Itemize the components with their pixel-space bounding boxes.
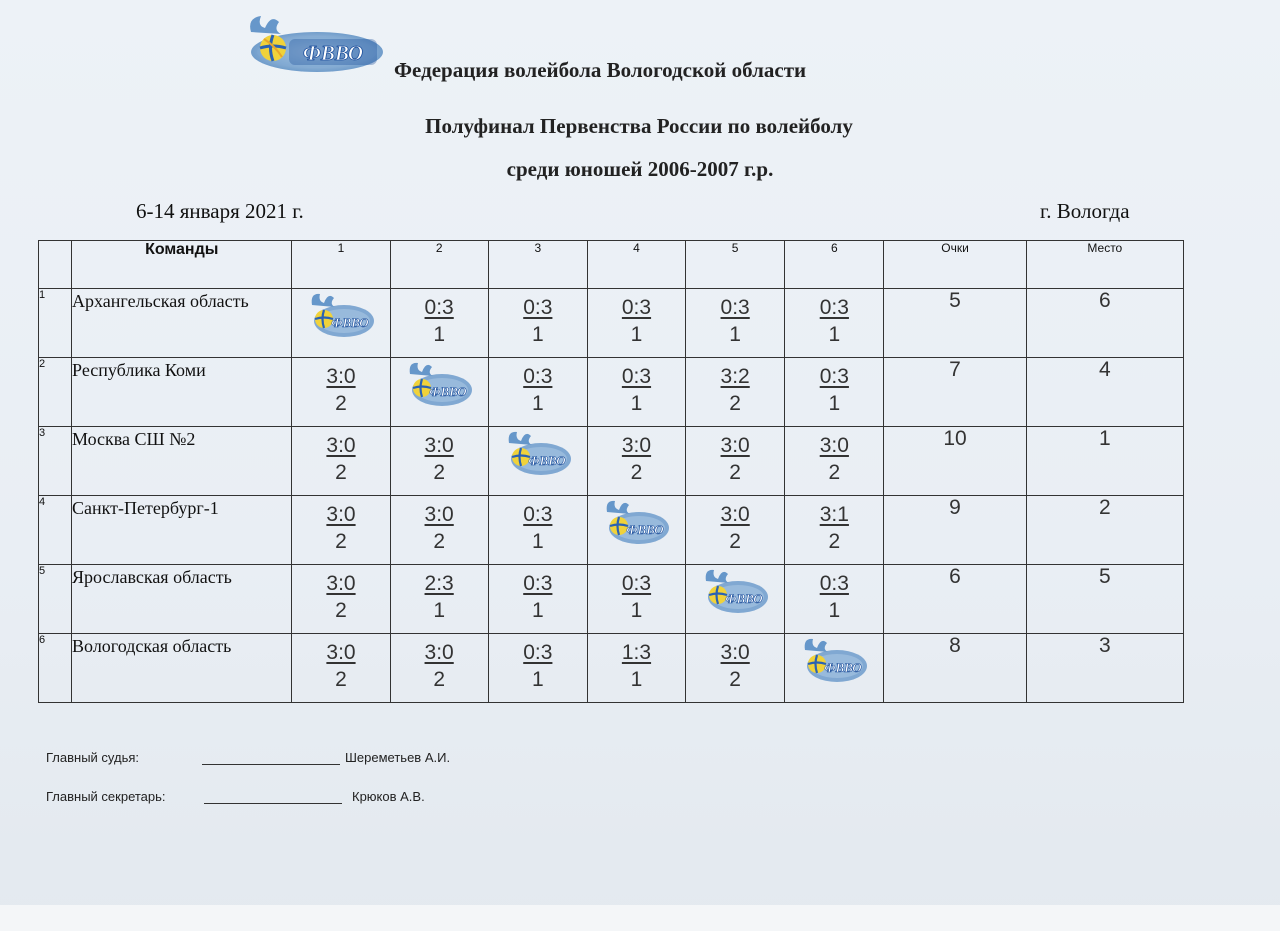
total-points: 8 bbox=[884, 634, 1026, 703]
total-points: 9 bbox=[884, 496, 1026, 565]
standings-table bbox=[38, 240, 1184, 703]
svg-text:ФВВО: ФВВО bbox=[302, 41, 364, 65]
svg-text:ФВВО: ФВВО bbox=[725, 591, 763, 606]
match-points: 1 bbox=[630, 323, 643, 346]
match-points: 2 bbox=[729, 668, 741, 691]
header-place: Место bbox=[1026, 241, 1183, 289]
final-place: 3 bbox=[1026, 634, 1183, 703]
total-points: 10 bbox=[884, 427, 1026, 496]
match-result-cell bbox=[587, 358, 685, 427]
match-points: 1 bbox=[828, 392, 841, 415]
svg-text:ФВВО: ФВВО bbox=[824, 660, 862, 675]
federation-logo-icon bbox=[406, 360, 472, 410]
team-name: Республика Коми bbox=[72, 358, 292, 427]
match-score: 1:3 bbox=[621, 641, 652, 664]
match-points: 1 bbox=[531, 323, 544, 346]
match-score: 3:0 bbox=[819, 434, 849, 457]
match-score: 0:3 bbox=[621, 572, 652, 595]
final-place: 5 bbox=[1026, 565, 1183, 634]
row-number: 3 bbox=[39, 427, 72, 496]
organization-title: Федерация волейбола Вологодской области bbox=[394, 58, 807, 82]
header-opponent-4: 4 bbox=[587, 241, 685, 289]
match-score: 3:1 bbox=[819, 503, 849, 526]
team-name: Вологодская область bbox=[72, 634, 292, 703]
chief-secretary-signature bbox=[46, 789, 526, 809]
header-opponent-6: 6 bbox=[785, 241, 884, 289]
match-result-cell bbox=[292, 427, 390, 496]
match-result-cell bbox=[587, 634, 685, 703]
match-score: 2:3 bbox=[424, 572, 454, 595]
match-points: 2 bbox=[335, 668, 347, 691]
chief-judge-signature bbox=[46, 750, 526, 770]
match-points: 1 bbox=[828, 599, 841, 622]
match-score: 3:0 bbox=[326, 572, 356, 595]
chief-secretary-label: Главный секретарь: bbox=[46, 789, 166, 804]
federation-logo-icon bbox=[603, 498, 669, 548]
match-points: 1 bbox=[630, 599, 643, 622]
match-points: 1 bbox=[433, 323, 445, 346]
self-match-cell bbox=[686, 565, 785, 634]
self-match-cell bbox=[488, 427, 587, 496]
match-score: 3:0 bbox=[720, 503, 750, 526]
match-score: 3:0 bbox=[326, 503, 356, 526]
match-points: 1 bbox=[531, 668, 544, 691]
match-score: 0:3 bbox=[720, 296, 750, 319]
svg-text:ФВВО: ФВВО bbox=[331, 315, 369, 330]
federation-logo-icon bbox=[801, 636, 867, 686]
match-result-cell bbox=[390, 565, 488, 634]
match-points: 1 bbox=[531, 530, 544, 553]
header-points: Очки bbox=[884, 241, 1026, 289]
match-points: 2 bbox=[335, 392, 347, 415]
match-score: 3:2 bbox=[720, 365, 750, 388]
match-result-cell bbox=[587, 289, 685, 358]
chief-secretary-name: Крюков А.В. bbox=[352, 789, 425, 804]
match-result-cell bbox=[785, 289, 884, 358]
event-city: г. Вологда bbox=[1040, 199, 1130, 223]
match-result-cell bbox=[686, 289, 785, 358]
match-points: 1 bbox=[630, 668, 643, 691]
match-result-cell bbox=[785, 427, 884, 496]
match-points: 1 bbox=[531, 599, 544, 622]
match-result-cell bbox=[686, 634, 785, 703]
header-num bbox=[39, 241, 72, 289]
match-result-cell bbox=[292, 634, 390, 703]
svg-text:ФВВО: ФВВО bbox=[429, 384, 467, 399]
match-result-cell bbox=[292, 565, 390, 634]
match-result-cell bbox=[686, 358, 785, 427]
match-result-cell bbox=[785, 565, 884, 634]
match-points: 2 bbox=[433, 530, 445, 553]
federation-logo-icon bbox=[702, 567, 768, 617]
match-result-cell bbox=[785, 496, 884, 565]
match-points: 1 bbox=[433, 599, 445, 622]
match-points: 2 bbox=[729, 392, 741, 415]
team-name: Архангельская область bbox=[72, 289, 292, 358]
svg-text:ФВВО: ФВВО bbox=[626, 522, 665, 537]
chief-judge-label: Главный судья: bbox=[46, 750, 140, 765]
row-number: 5 bbox=[39, 565, 72, 634]
total-points: 5 bbox=[884, 289, 1026, 358]
match-points: 1 bbox=[630, 392, 643, 415]
match-score: 3:0 bbox=[720, 641, 750, 664]
match-points: 1 bbox=[828, 323, 841, 346]
match-score: 0:3 bbox=[621, 365, 652, 388]
match-result-cell bbox=[686, 427, 785, 496]
match-result-cell bbox=[390, 427, 488, 496]
event-title: Полуфинал Первенства России по волейболу bbox=[425, 114, 853, 138]
header-row bbox=[39, 241, 1184, 289]
match-score: 0:3 bbox=[523, 572, 553, 595]
header-opponent-5: 5 bbox=[686, 241, 785, 289]
match-score: 0:3 bbox=[621, 296, 652, 319]
match-result-cell bbox=[488, 565, 587, 634]
match-score: 0:3 bbox=[424, 296, 454, 319]
final-place: 1 bbox=[1026, 427, 1183, 496]
event-dates: 6-14 января 2021 г. bbox=[136, 199, 304, 223]
match-result-cell bbox=[488, 496, 587, 565]
match-score: 0:3 bbox=[819, 572, 849, 595]
federation-logo-icon bbox=[505, 429, 571, 479]
match-result-cell bbox=[390, 289, 488, 358]
match-result-cell bbox=[488, 289, 587, 358]
match-points: 2 bbox=[335, 530, 347, 553]
match-score: 0:3 bbox=[523, 503, 553, 526]
final-place: 2 bbox=[1026, 496, 1183, 565]
match-points: 2 bbox=[433, 461, 445, 484]
federation-logo-icon bbox=[308, 291, 374, 341]
match-result-cell bbox=[686, 496, 785, 565]
event-subtitle: среди юношей 2006-2007 г.р. bbox=[506, 157, 774, 181]
match-score: 3:0 bbox=[424, 503, 454, 526]
match-points: 2 bbox=[335, 461, 347, 484]
header-opponent-3: 3 bbox=[488, 241, 587, 289]
team-name: Ярославская область bbox=[72, 565, 292, 634]
match-result-cell bbox=[488, 358, 587, 427]
header-opponent-1: 1 bbox=[292, 241, 390, 289]
total-points: 6 bbox=[884, 565, 1026, 634]
row-number: 4 bbox=[39, 496, 72, 565]
table-row bbox=[39, 565, 1184, 634]
match-result-cell bbox=[587, 565, 685, 634]
match-points: 2 bbox=[729, 530, 741, 553]
match-score: 3:0 bbox=[326, 365, 356, 388]
match-score: 0:3 bbox=[819, 365, 849, 388]
match-score: 0:3 bbox=[523, 641, 553, 664]
match-result-cell bbox=[785, 358, 884, 427]
match-result-cell bbox=[587, 427, 685, 496]
signature-line bbox=[204, 803, 342, 804]
header-opponent-2: 2 bbox=[390, 241, 488, 289]
match-score: 3:0 bbox=[424, 434, 454, 457]
row-number: 2 bbox=[39, 358, 72, 427]
final-place: 4 bbox=[1026, 358, 1183, 427]
match-points: 2 bbox=[433, 668, 445, 691]
match-points: 1 bbox=[729, 323, 741, 346]
match-score: 0:3 bbox=[523, 365, 553, 388]
self-match-cell bbox=[390, 358, 488, 427]
match-score: 3:0 bbox=[326, 434, 356, 457]
match-score: 0:3 bbox=[523, 296, 553, 319]
self-match-cell bbox=[292, 289, 390, 358]
logo-graphic bbox=[245, 12, 385, 76]
match-points: 2 bbox=[729, 461, 741, 484]
chief-judge-name: Шереметьев А.И. bbox=[345, 750, 451, 765]
self-match-cell bbox=[587, 496, 685, 565]
final-place: 6 bbox=[1026, 289, 1183, 358]
match-score: 0:3 bbox=[819, 296, 849, 319]
table-row bbox=[39, 358, 1184, 427]
match-result-cell bbox=[390, 496, 488, 565]
match-result-cell bbox=[292, 496, 390, 565]
match-points: 1 bbox=[531, 392, 544, 415]
match-result-cell bbox=[292, 358, 390, 427]
row-number: 1 bbox=[39, 289, 72, 358]
table-row bbox=[39, 427, 1184, 496]
table-row bbox=[39, 289, 1184, 358]
match-score: 3:0 bbox=[720, 434, 750, 457]
match-score: 3:0 bbox=[621, 434, 652, 457]
team-name: Санкт-Петербург-1 bbox=[72, 496, 292, 565]
signature-line bbox=[202, 764, 340, 765]
row-number: 6 bbox=[39, 634, 72, 703]
total-points: 7 bbox=[884, 358, 1026, 427]
federation-logo bbox=[245, 12, 385, 76]
match-points: 2 bbox=[630, 461, 643, 484]
header-teams: Команды bbox=[72, 241, 292, 289]
match-points: 2 bbox=[828, 461, 841, 484]
table-row bbox=[39, 634, 1184, 703]
match-score: 3:0 bbox=[326, 641, 356, 664]
self-match-cell bbox=[785, 634, 884, 703]
team-name: Москва СШ №2 bbox=[72, 427, 292, 496]
match-result-cell bbox=[390, 634, 488, 703]
table-row bbox=[39, 496, 1184, 565]
match-points: 2 bbox=[828, 530, 841, 553]
scan-edge bbox=[0, 905, 1280, 931]
match-result-cell bbox=[488, 634, 587, 703]
match-points: 2 bbox=[335, 599, 347, 622]
match-score: 3:0 bbox=[424, 641, 454, 664]
svg-text:ФВВО: ФВВО bbox=[528, 453, 566, 468]
